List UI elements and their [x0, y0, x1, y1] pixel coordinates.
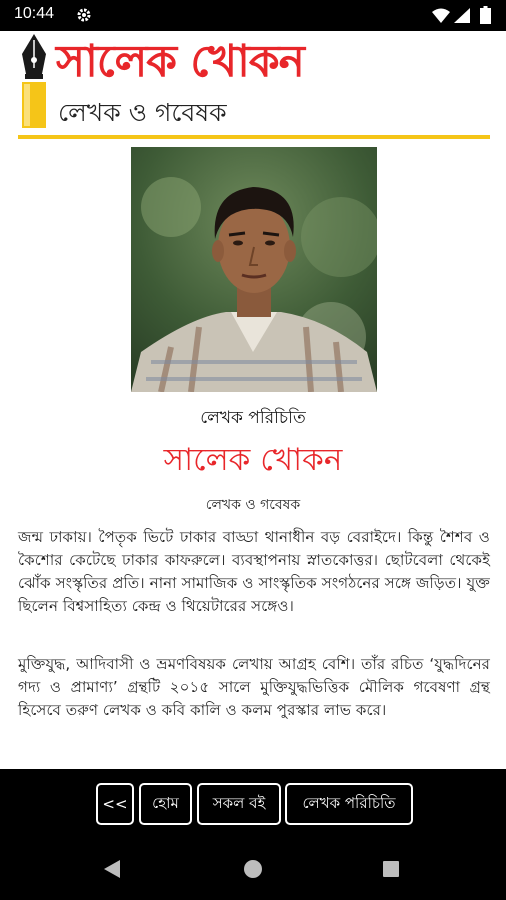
author-profile-content[interactable]: [0, 141, 506, 769]
intro-label: লেখক পরিচিতি: [200, 408, 306, 428]
bottom-nav-bar: [0, 769, 506, 837]
bio-paragraph: মুক্তিযুদ্ধ, আদিবাসী ও ভ্রমণবিষয়ক লেখায় আগ্রহ বেশি। তাঁর রচিত ‘যুদ্ধদিনের গদ্য ও প্রামাণ্য’ গ্রন্থটি ২০১৫ সালে মুক্তিযুদ্ধভিত্তিক মৌলিক গবেষণা গ্রন্থ হিসেবে তরুণ লেখক ও কবি কালি ও কলম পুরস্কার লাভ করে।: [18, 655, 490, 719]
home-button[interactable]: হোম: [139, 783, 192, 825]
system-nav-bar: [0, 837, 506, 900]
author-intro-button[interactable]: লেখক পরিচিতি: [285, 783, 413, 825]
back-button[interactable]: <<: [96, 783, 134, 825]
author-name: সালেক খোকন: [163, 442, 343, 478]
battery-icon: [480, 6, 491, 24]
clock: 10:44: [14, 5, 55, 22]
header-divider: [18, 135, 490, 139]
app-header: [0, 31, 506, 141]
author-role: লেখক ও গবেষক: [205, 497, 301, 513]
all-books-button[interactable]: সকল বই: [197, 783, 281, 825]
header-subtitle: লেখক ও গবেষক: [58, 98, 227, 127]
gear-icon: [76, 7, 92, 23]
back-triangle-icon[interactable]: [104, 860, 120, 878]
wifi-icon: [432, 8, 450, 23]
fountain-pen-icon: [16, 34, 52, 131]
status-bar: [0, 0, 506, 31]
home-circle-icon[interactable]: [244, 860, 262, 878]
bio-paragraph: জন্ম ঢাকায়। পৈতৃক ভিটে ঢাকার বাড্ডা থানাধীন বড় বেরাইদে। কিন্তু শৈশব ও কৈশোর কেটেছে ঢাকার কাফরুলে। ব্যবস্থাপনায় স্নাতকোত্তর। ছোটবেলা থেকেই ঝোঁক সংস্কৃতির প্রতি। নানা সামাজিক ও সাংস্কৃতিক সংগঠনের সঙ্গে জড়িত। যুক্ত ছিলেন বিশ্বসাহিত্য কেন্দ্র ও থিয়েটারের সঙ্গেও।: [18, 528, 490, 615]
recents-square-icon[interactable]: [383, 861, 399, 877]
signal-icon: [454, 8, 470, 23]
brand-title: সালেক খোকন: [56, 36, 304, 87]
author-photo: [131, 147, 377, 392]
